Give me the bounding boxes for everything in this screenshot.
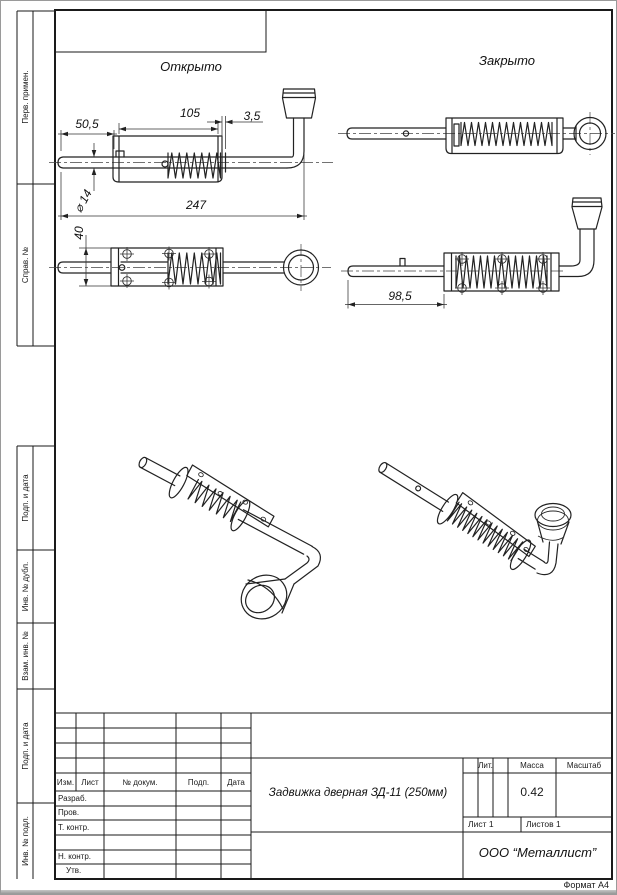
- dim-overhang-closed: 98,5: [388, 289, 412, 303]
- dim-overhang-open: 50,5: [75, 117, 99, 131]
- titleblock-header-podp: Подп.: [187, 778, 210, 787]
- titleblock-mass-label: Масса: [520, 761, 544, 770]
- titleblock-header-list: Лист: [81, 778, 99, 787]
- closed-state-label: Закрыто: [478, 53, 536, 68]
- dim-rod-diameter: ⌀ 14: [71, 187, 95, 215]
- margin-label-podp-i-data-2: Подп. и дата: [21, 722, 30, 770]
- dim-spring-body: 105: [179, 106, 201, 120]
- margin-label-inv-no-dubl: Инв. № дубл.: [21, 561, 30, 612]
- titleblock-role-t-control: Т. контр.: [58, 823, 90, 832]
- margin-label-inv-no-podl: Инв. № подл.: [21, 816, 30, 866]
- margin-label-sprav-no: Справ. №: [21, 246, 30, 284]
- titleblock-role-developed: Разраб.: [58, 794, 87, 803]
- titleblock-header-izm: Изм.: [56, 778, 75, 787]
- sheets-total: Листов 1: [526, 819, 561, 829]
- titleblock-lit-label: Лит.: [478, 761, 493, 770]
- titleblock-scale-label: Масштаб: [566, 761, 602, 770]
- open-state-label: Открыто: [160, 59, 222, 74]
- titleblock-role-n-control: Н. контр.: [58, 852, 92, 861]
- sheet-number: Лист 1: [468, 819, 494, 829]
- margin-label-perv-primen: Перв. примен.: [21, 70, 30, 124]
- margin-label-vzam-inv-no: Взам. инв. №: [21, 631, 30, 681]
- margin-label-podp-i-data-1: Подп. и дата: [21, 474, 30, 522]
- window-bottom-edge: [1, 890, 617, 895]
- titleblock-header-doc: № докум.: [122, 778, 158, 787]
- titleblock-header-date: Дата: [227, 778, 245, 787]
- mass-value: 0.42: [520, 785, 544, 799]
- dim-body-width: 40: [72, 226, 86, 240]
- company-name: ООО “Металлист”: [478, 845, 597, 860]
- format-note: Формат А4: [563, 880, 609, 890]
- titleblock-role-approved: Утв.: [66, 866, 82, 875]
- document-title: Задвижка дверная ЗД-11 (250мм): [268, 787, 448, 799]
- dim-total-length: 247: [185, 198, 207, 212]
- dim-end-gap: 3,5: [243, 109, 261, 123]
- titleblock-role-checked: Пров.: [58, 808, 80, 817]
